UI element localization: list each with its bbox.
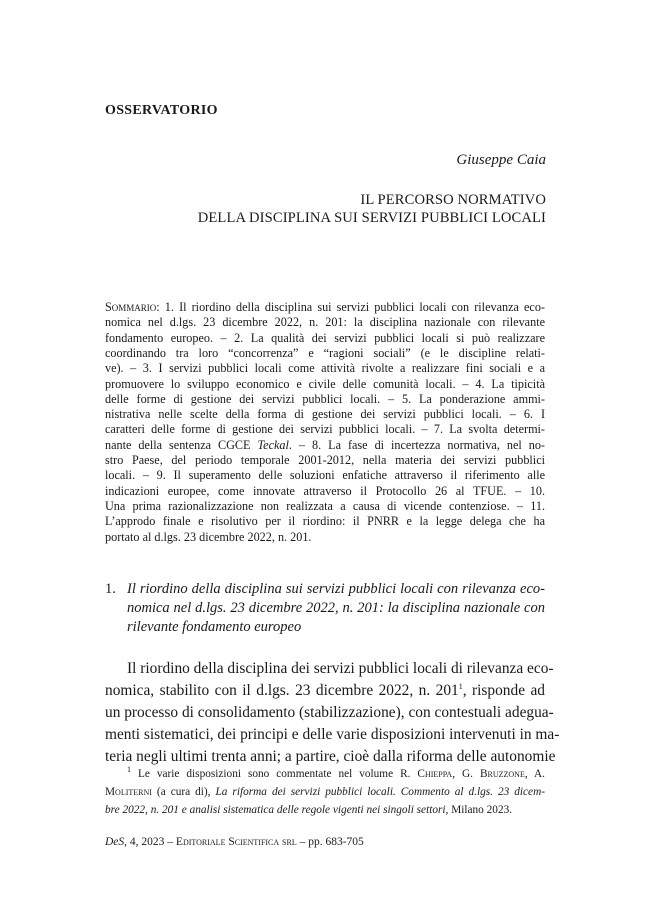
article-title-line-1: IL PERCORSO NORMATIVO: [360, 192, 546, 208]
summary-line: nistrativa nelle scelte della forma di gestione dei servizi pubblici locali. – 6. I: [105, 407, 545, 422]
summary-line: Una prima razionalizzazione non realizzata a causa di vicende contenziose. – 11.: [105, 498, 545, 513]
body-text: , risponde ad: [462, 682, 545, 699]
summary-line: ve). – 3. I servizi pubblici locali come attività rivolte a realizzare fini sociali e a: [105, 361, 545, 376]
body-text: nomica, stabilito con il d.lgs. 23 dicembre 2022, n. 201: [105, 682, 459, 699]
body-line: menti sistematici, dei principi e delle varie disposizioni intervenuti in ma-: [105, 726, 560, 743]
page-footer: [105, 836, 364, 848]
body-line: teria negli ultimi trenta anni; a partire, cioè dalla riforma delle autonomie: [105, 748, 556, 765]
summary-line: stro Paese, del periodo temporale 2001-2012, nella materia dei servizi pubblici: [105, 453, 545, 467]
publisher-name: Editoriale Scientifica srl: [175, 836, 297, 848]
footnote-line: [105, 786, 545, 798]
case-name-teckal: Teckal: [257, 437, 289, 452]
summary-line: delle forme di gestione dei servizi pubblici locali. – 5. La ponderazione ammi-: [105, 391, 545, 406]
footnote-ref[interactable]: 1: [458, 681, 463, 691]
book-title: bre 2022, n. 201 e analisi sistematica delle regole vigenti nei singoli settori: [105, 804, 446, 816]
section-label: OSSERVATORIO: [105, 103, 218, 118]
summary-line: nomica nel d.lgs. 23 dicembre 2022, n. 201: la disciplina nazionale con rilevante: [105, 315, 545, 330]
summary-text: nante della sentenza CGCE: [105, 437, 258, 452]
footnote-text: Le varie disposizioni sono commentate nel volume R.: [131, 768, 418, 780]
author-moliterni: Moliterni: [105, 786, 152, 798]
author-chieppa: Chieppa: [417, 768, 453, 780]
book-title: La riforma dei servizi pubblici locali. Commento al d.lgs. 23 dicem-: [215, 786, 545, 798]
footer-text: , 4, 2023 –: [124, 836, 176, 848]
summary-line: indicazioni europee, come innovate attraverso il Protocollo 26 al TFUE. – 10.: [105, 483, 545, 498]
body-line: Il riordino della disciplina dei servizi pubblici locali di rilevanza eco-: [127, 660, 554, 677]
summary-line: locali. – 9. Il superamento delle soluzioni enfatiche attraverso il riferimento alle: [105, 468, 545, 483]
section-heading-line: rilevante fondamento europeo: [127, 619, 302, 635]
footnote-text: , Milano 2023.: [445, 804, 513, 816]
summary-line: portato al d.lgs. 23 dicembre 2022, n. 201.: [105, 529, 312, 544]
footnote-line: [127, 765, 545, 780]
summary-text: : 1. Il riordino della disciplina sui servizi pubblici locali con rilevanza eco-: [156, 300, 545, 314]
section-heading-line: nomica nel d.lgs. 23 dicembre 2022, n. 201: la disciplina nazionale con: [127, 600, 545, 616]
summary-line: coordinando tra loro “concorrenza” e “ragioni sociali” (e le discipline relati-: [105, 345, 545, 360]
article-title-line-2: DELLA DISCIPLINA SUI SERVIZI PUBBLICI LOCALI: [197, 210, 546, 226]
journal-name: DeS: [105, 836, 125, 848]
body-line: [105, 682, 545, 700]
footnote-text: , G.: [452, 768, 480, 780]
summary-line: [105, 300, 545, 315]
footnote-text: (a cura di),: [151, 786, 216, 798]
summary-line: promuovere lo sviluppo economico e civile delle comunità locali. – 4. La tipicità: [105, 376, 545, 391]
footnote-number: 1: [127, 765, 131, 775]
summary-line: caratteri delle forme di gestione dei servizi pubblici locali. – 7. La svolta determi-: [105, 422, 545, 437]
summary-label: Sommario: [105, 300, 157, 314]
author-bruzzone: Bruzzone: [479, 768, 525, 780]
summary-text: . – 8. La fase di incertezza normativa, nel no-: [288, 437, 545, 452]
section-number: 1.: [105, 581, 116, 597]
summary-line: fondamento europeo. – 2. La qualità dei servizi pubblici locali si può realizzare: [105, 330, 545, 345]
footnote-text: , A.: [524, 768, 545, 780]
summary-line: L’approdo finale e risolutivo per il riordino: il PNRR e la legge delega che ha: [105, 514, 545, 529]
author-name: Giuseppe Caia: [456, 152, 546, 168]
section-heading-line: Il riordino della disciplina sui servizi pubblici locali con rilevanza eco-: [127, 581, 545, 597]
summary-line: [105, 438, 545, 453]
page-range: – pp. 683-705: [296, 836, 364, 848]
body-line: un processo di consolidamento (stabilizzazione), con contestuali adegua-: [105, 704, 554, 721]
footnote-line: [105, 804, 512, 816]
